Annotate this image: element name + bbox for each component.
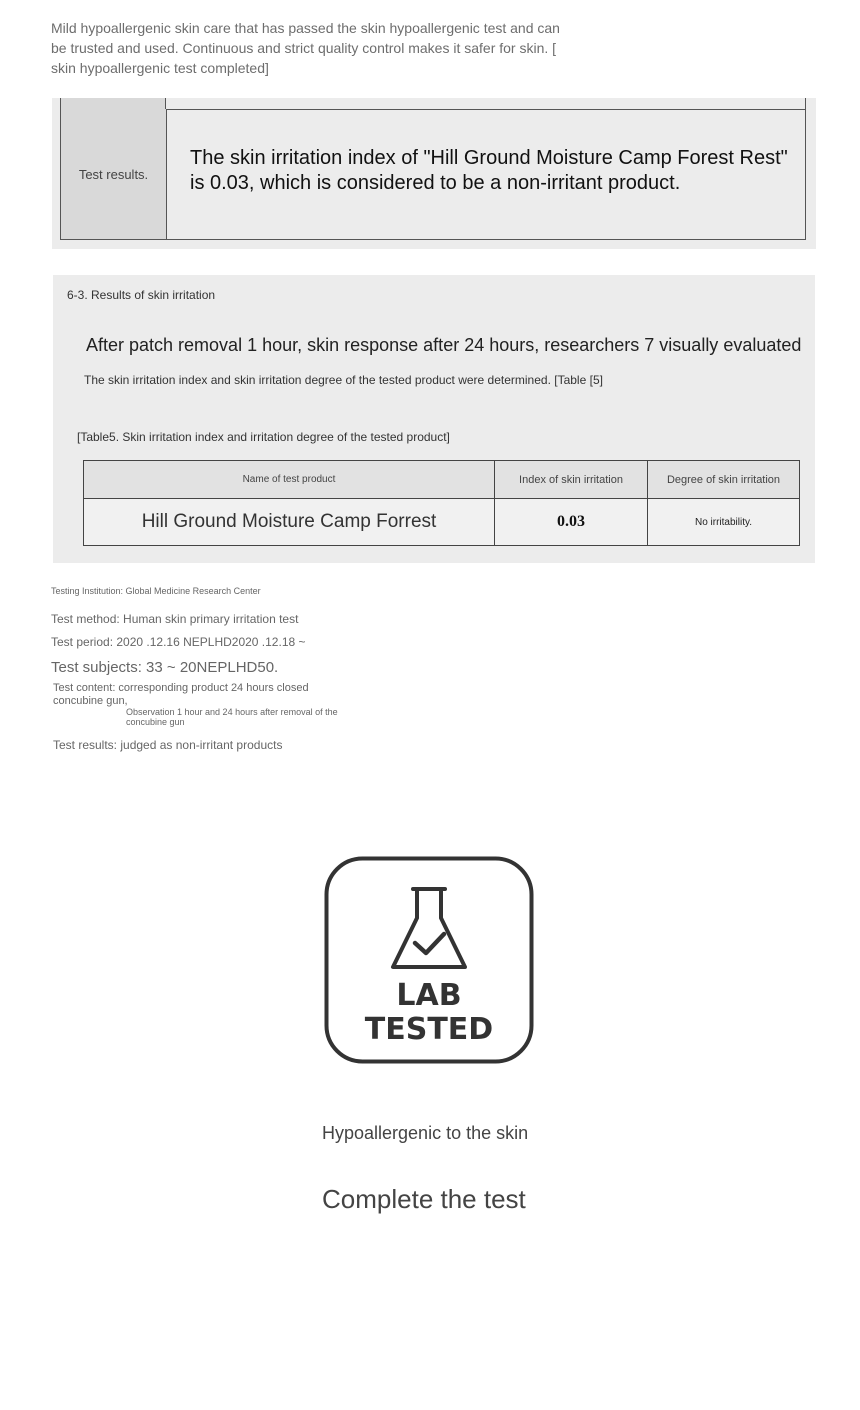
footer-line1: Hypoallergenic to the skin [322,1123,529,1143]
cell-product-name: Hill Ground Moisture Camp Forrest [84,499,494,545]
lab-tested-badge [324,856,534,1064]
table-row-top [61,98,805,110]
flask-check-icon [393,889,465,967]
test-results-text: The skin irritation index of "Hill Ground Moisture Camp Forest Rest" is 0.03, which is considered to be a non-irritant product. [190,147,788,194]
intro-paragraph: Mild hypoallergenic skin care that has passed the skin hypoallergenic test and can be trusted and used. Continuous and strict quality control makes it safer for skin. [ skin hypoallergenic test completed] [51,20,560,76]
footer-line2: Complete the test [322,1184,526,1214]
info-institution: Testing Institution: Global Medicine Research Center [51,586,261,596]
skin-irritation-section [53,275,815,563]
test-results-panel [52,98,816,249]
section-subtext: The skin irritation index and skin irritation degree of the tested product were determined. [Table [5] [84,373,603,387]
info-period: Test period: 2020 .12.16 NEPLHD2020 .12.18 ~ [51,635,306,649]
header-product-name: Name of test product [242,474,336,485]
test-results-table [60,98,806,240]
table-caption: [Table5. Skin irritation index and irritation degree of the tested product] [77,430,450,444]
info-method: Test method: Human skin primary irritation test [51,612,299,626]
section-lead: After patch removal 1 hour, skin response after 24 hours, researchers 7 visually evaluated [86,335,802,355]
info-subjects: Test subjects: 33 ~ 20NEPLHD50. [51,659,279,676]
info-observation: Observation 1 hour and 24 hours after removal of the concubine gun [126,707,338,727]
info-results: Test results: judged as non-irritant products [53,738,283,752]
irritation-table [83,460,800,546]
header-irritation-index: Index of skin irritation [494,461,647,498]
section-heading: 6-3. Results of skin irritation [67,288,216,302]
test-results-label: Test results. [61,109,167,239]
header-irritation-degree: Degree of skin irritation [647,461,799,498]
badge-line2: TESTED [364,1012,494,1047]
info-content: Test content: corresponding product 24 hours closed concubine gun, [53,682,309,707]
badge-line1: LAB [396,978,462,1013]
cell-irritation-index: 0.03 [494,499,647,545]
cell-irritation-degree: No irritability. [647,499,799,545]
